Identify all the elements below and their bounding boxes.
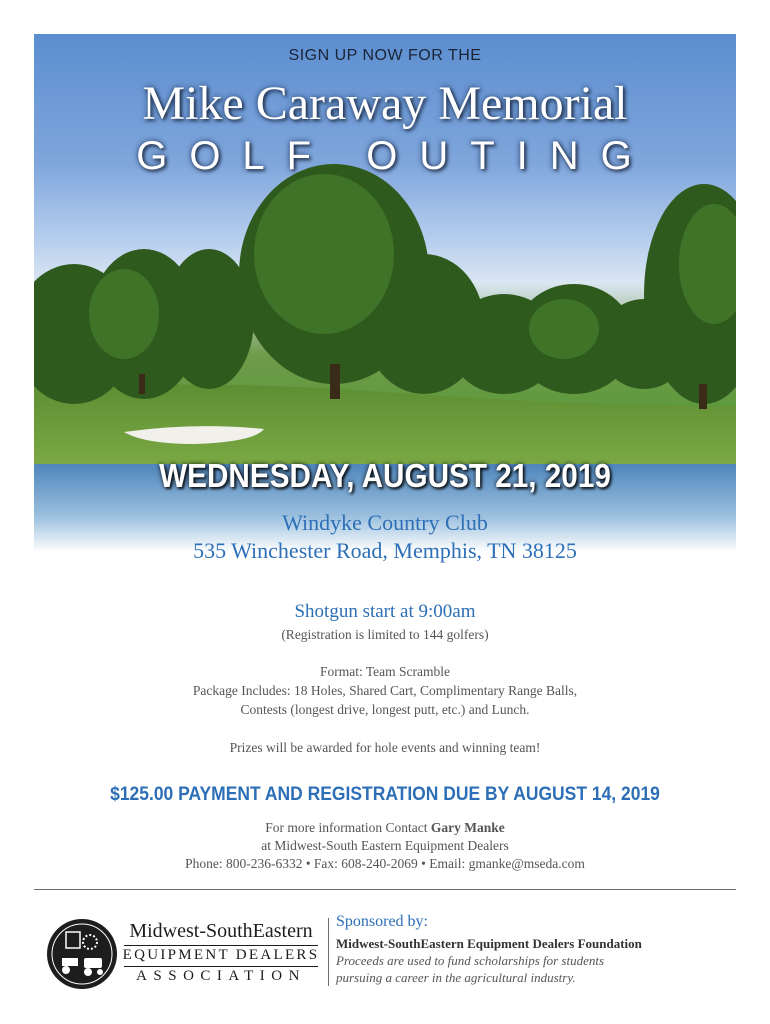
org-name-line-3: ASSOCIATION — [136, 968, 306, 984]
venue-address: 535 Winchester Road, Memphis, TN 38125 — [193, 538, 577, 563]
tractor-gear-logo-icon — [46, 918, 118, 990]
org-rule-top — [124, 945, 318, 946]
package-line-1: Package Includes: 18 Holes, Shared Cart, Complimentary Range Balls, — [192, 683, 578, 698]
sponsor-note-1: Proceeds are used to fund scholarships for students — [336, 953, 605, 968]
org-rule-bottom — [124, 966, 318, 967]
signup-kicker: SIGN UP NOW FOR THE — [288, 47, 482, 64]
contact-prefix: For more information Contact — [265, 820, 431, 835]
registration-limit: (Registration is limited to 144 golfers) — [281, 627, 489, 642]
event-date: WEDNESDAY, AUGUST 21, 2019 — [159, 457, 611, 494]
footer-divider — [34, 889, 736, 890]
start-time: Shotgun start at 9:00am — [294, 601, 476, 622]
venue-name: Windyke Country Club — [282, 510, 488, 535]
payment-deadline: $125.00 PAYMENT AND REGISTRATION DUE BY AUGUST 14, 2019 — [110, 784, 660, 805]
prizes-text: Prizes will be awarded for hole events and winning team! — [229, 740, 541, 755]
sponsor-divider — [328, 918, 329, 986]
hero-banner — [34, 34, 736, 552]
contact-name: Gary Manke — [430, 820, 505, 835]
contact-line-1 — [0, 820, 770, 836]
event-subtitle: GOLF OUTING — [136, 134, 654, 178]
sponsor-name: Midwest-SouthEastern Equipment Dealers Foundation — [336, 936, 642, 951]
org-name: Midwest-SouthEastern — [129, 920, 313, 942]
format-text: Format: Team Scramble — [319, 664, 451, 679]
sponsor-heading: Sponsored by: — [336, 913, 428, 930]
org-name-line-2: EQUIPMENT DEALERS — [122, 947, 320, 963]
sponsor-note-2: pursuing a career in the agricultural industry. — [336, 970, 576, 985]
event-title: Mike Caraway Memorial — [142, 77, 628, 130]
contact-line-2: at Midwest-South Eastern Equipment Dealers — [261, 838, 509, 853]
package-line-2: Contests (longest drive, longest putt, etc.) and Lunch. — [240, 702, 530, 717]
contact-line-3: Phone: 800-236-6332 • Fax: 608-240-2069 • Email: gmanke@mseda.com — [185, 856, 585, 871]
